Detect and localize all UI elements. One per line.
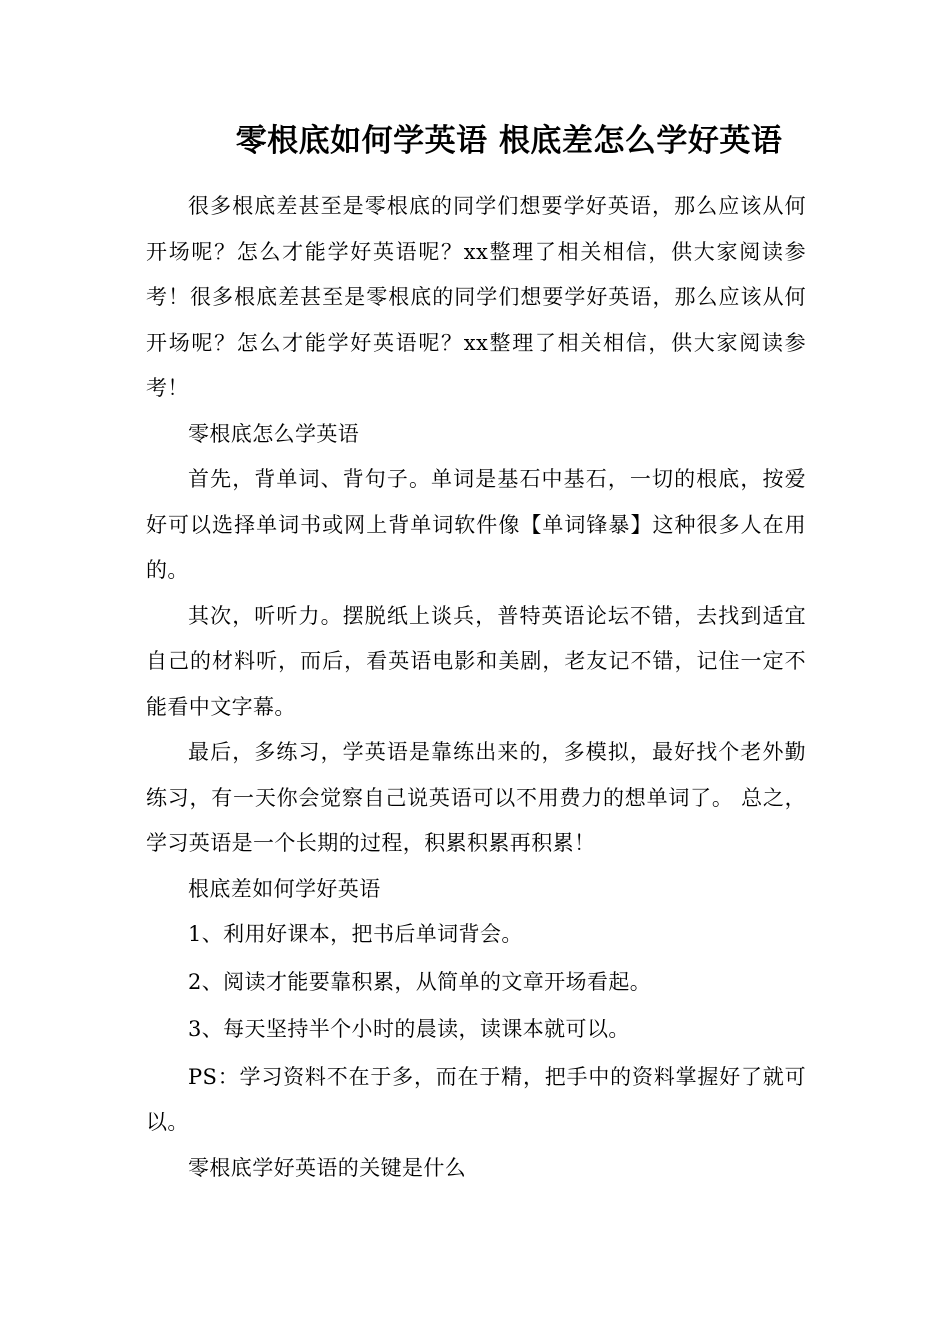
section-heading-weak-basics: 根底差如何学好英语 <box>188 876 381 901</box>
document-title: 零根底如何学英语 根底差怎么学好英语 <box>235 123 783 159</box>
intro-paragraph: 很多根底差甚至是零根底的同学们想要学好英语，那么应该从何开场呢？怎么才能学好英语呢？xx整理了相关相信，供大家阅读参考！很多根底差甚至是零根底的同学们想要学好英语，那么应该从何开场呢？怎么才能学好英语呢？xx整理了相关相信，供大家阅读参考！ <box>146 194 806 400</box>
list-item-1: 1、利用好课本，把书后单词背会。 <box>188 922 523 946</box>
section-heading-key-points: 零根底学好英语的关键是什么 <box>188 1155 467 1180</box>
section-heading-zero-basics: 零根底怎么学英语 <box>188 421 360 446</box>
list-item-3: 3、每天坚持半个小时的晨读，读课本就可以。 <box>188 1017 630 1041</box>
paragraph-second-listening: 其次，听听力。摆脱纸上谈兵，普特英语论坛不错，去找到适宜自己的材料听，而后，看英语电影和美剧，老友记不错，记住一定不能看中文字幕。 <box>146 603 806 719</box>
paragraph-last-practice: 最后，多练习，学英语是靠练出来的，多模拟，最好找个老外勤练习，有一天你会觉察自己说英语可以不用费力的想单词了。 总之，学习英语是一个长期的过程，积累积累再积累！ <box>146 740 806 855</box>
list-item-2: 2、阅读才能要靠积累，从简单的文章开场看起。 <box>188 969 652 994</box>
paragraph-first-vocabulary: 首先，背单词、背句子。单词是基石中基石，一切的根底，按爱好可以选择单词书或网上背单词软件像【单词锋暴】这种很多人在用的。 <box>146 467 806 582</box>
document-body <box>146 184 806 1191</box>
ps-note: PS：学习资料不在于多，而在于精，把手中的资料掌握好了就可以。 <box>146 1064 806 1134</box>
